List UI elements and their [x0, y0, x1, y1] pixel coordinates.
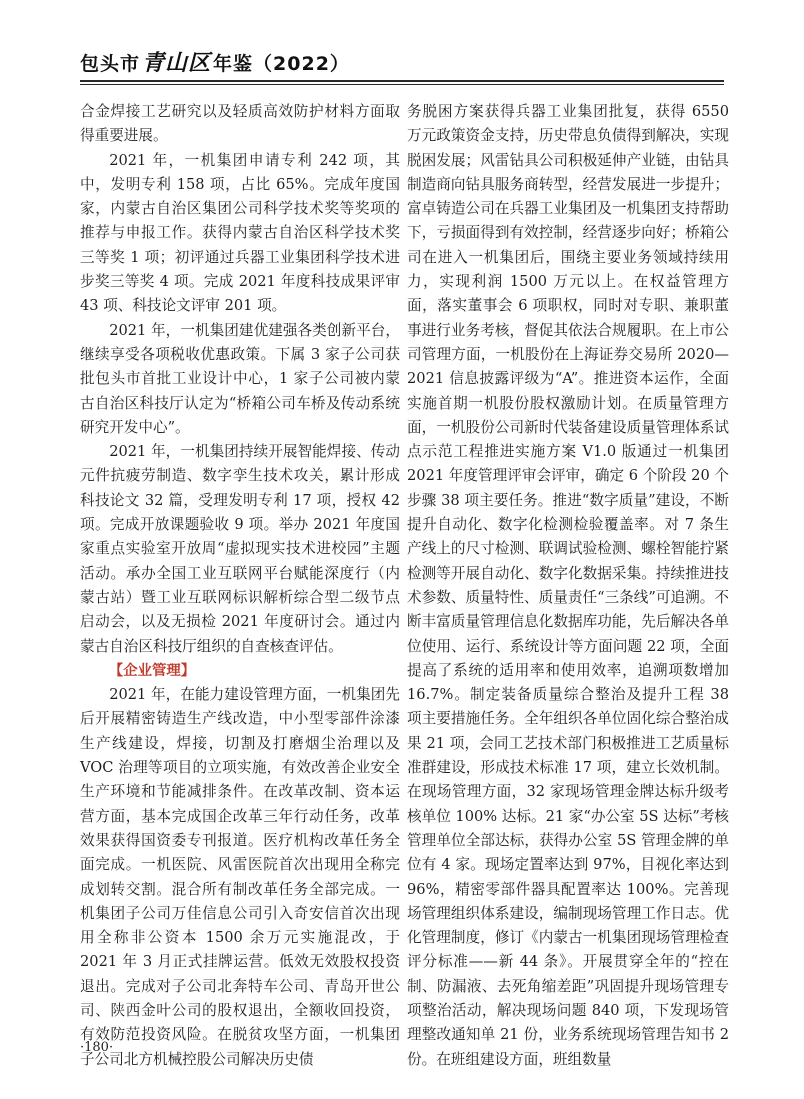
header-rule-thin	[80, 84, 724, 85]
title-suffix: 年鉴（2022）	[213, 53, 350, 75]
title-prefix: 包头市	[80, 53, 141, 75]
right-column	[407, 100, 729, 1072]
title-brand: 青山区	[142, 50, 212, 76]
paragraph: 2021 年，一机集团申请专利 242 项，其中，发明专利 158 项，占比 65%。完成年度国家，内蒙古自治区集团公司科学技术奖等奖项的推荐与申报工作。获得内蒙古自治区科学技术奖三等奖 1 项；初评通过兵器工业集团科学技术进步奖三等奖 4 项。完成 2021 年度科技成果评审 43 项、科技论文评审 201 项。	[80, 151, 400, 315]
paragraph: 合金焊接工艺研究以及轻质高效防护材料方面取得重要进展。	[80, 103, 400, 145]
paragraph: 2021 年，在能力建设管理方面，一机集团先后开展精密铸造生产线改造，中小型零部件涂漆生产线建设，焊接，切割及打磨烟尘治理以及 VOC 治理等项目的立项实施，有效改善企业安全生产环境和节能减排条件。在改革改制、资本运营方面，基本完成国企改革三年行动任务，改革效果获得国资委专刊报道。医疗机构改革任务全面完成。一机医院、风雷医院首次出现用全称完成划转交割。混合所有制改革任务全部完成。一机集团子公司万佳信息公司引入奇安信首次出现用全称非公资本 1500 余万元实施混改，于 2021 年 3 月正式挂牌运营。低效无效股权投资退出。完成对子公司北奔特车公司、青岛开世公司、陕西金叶公司的股权退出，全额收回投资，有效防范投资风险。在脱贫攻坚方面，一机集团子公司北方机械控股公司解决历史债	[80, 686, 400, 1068]
header-rule	[80, 80, 724, 82]
page-header	[0, 0, 804, 96]
section-heading: 【企业管理】	[108, 662, 196, 679]
left-column	[80, 100, 400, 1072]
paragraph: 务脱困方案获得兵器工业集团批复，获得 6550 万元政策资金支持，历史带息负债得到解决，实现脱困发展；风雷钻具公司积极延伸产业链，由钻具制造商向钻具服务商转型，经营发展进一步提升；富卓铸造公司在兵器工业集团及一机集团支持帮助下，亏损面得到有效控制，经营逐步向好；桥箱公司在进入一机集团后，围绕主要业务领域持续用力，实现利润 1500 万元以上。在权益管理方面，落实董事会 6 项职权，同时对专职、兼职董事进行业务考核，督促其依法合规履职。在上市公司管理方面，一机股份在上海证券交易所 2020—2021 信息披露评级为“A”。推进资本运作，全面实施首期一机股份股权激励计划。在质量管理方面，一机股份公司新时代装备建设质量管理体系试点示范工程推进实施方案 V1.0 版通过一机集团 2021 年度管理评审会评审，确定 6 个阶段 20 个步骤 38 项主要任务。推进“数字质量”建设，不断提升自动化、数字化检测检验覆盖率。对 7 条生产线上的尺寸检测、联调试验检测、螺栓智能拧紧检测等开展自动化、数字化数据采集。持续推进技术参数、质量特性、质量责任“三条线”可追溯。不断丰富质量管理信息化数据库功能，先后解决各单位使用、运行、系统设计等方面问题 22 项，全面提高了系统的适用率和使用效率，追溯项数增加 16.7%。制定装备质量综合整治及提升工程 38 项主要措施任务。全年组织各单位固化综合整治成果 21 项，会同工艺技术部门积极推进工艺质量标准群建设，形成技术标准 17 项，建立长效机制。在现场管理方面，32 家现场管理金牌达标升级考核单位 100% 达标。21 家“办公室 5S 达标”考核管理单位全部达标，获得办公室 5S 管理金牌的单位有 4 家。现场定置率达到 97%，目视化率达到 96%，精密零部件器具配置率达 100%。完善现场管理组织体系建设，编制现场管理工作日志。优化管理制度，修订《内蒙古一机集团现场管理检查评分标准——新 44 条》。开展贯穿全年的“控在制、防漏液、去死角缩差距”巩固提升现场管理专项整治活动，解决现场问题 840 项，下发现场管理整改通知单 21 份，业务系统现场管理告知书 2 份。在班组建设方面，班组数量	[407, 103, 730, 1068]
paragraph: 2021 年，一机集团建优建强各类创新平台，继续享受各项税收优惠政策。下属 3 家子公司获批包头市首批工业设计中心，1 家子公司被内蒙古自治区科技厅认定为“桥箱公司车桥及传动系统研究开发中心”。	[80, 321, 400, 436]
page-number: ·180·	[80, 1040, 114, 1055]
yearbook-title	[80, 46, 350, 77]
paragraph: 2021 年，一机集团持续开展智能焊接、传动元件抗疲劳制造、数字孪生技术攻关，累计形成科技论文 32 篇，受理发明专利 17 项，授权 42 项。完成开放课题验收 9 项。举办 2021 年度国家重点实验室开放周“虚拟现实技术进校园”主题活动。承办全国工业互联网平台赋能深度行（内蒙古站）暨工业互联网标识解析综合型二级节点启动会，以及无损检 2021 年度研讨会。通过内蒙古自治区科技厅组织的自查核查评估。	[80, 443, 400, 655]
